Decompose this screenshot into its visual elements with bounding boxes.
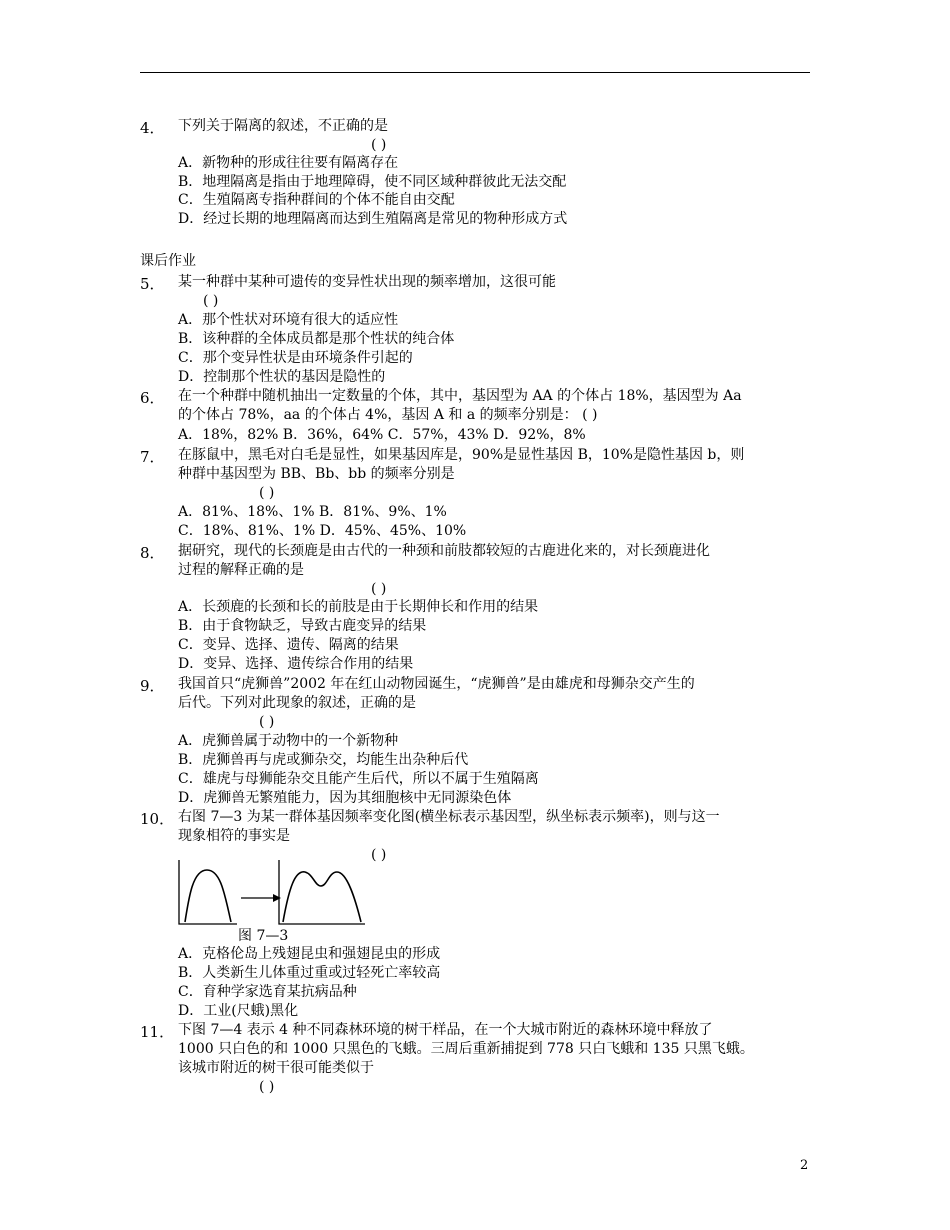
question-10-stem-line1: 右图 7—3 为某一群体基因频率变化图(横坐标表示基因型，纵坐标表示频率)，则与这一 bbox=[178, 809, 720, 825]
question-9-option-a: A．虎狮兽属于动物中的一个新物种 bbox=[178, 733, 399, 749]
question-11-stem-line2: 1000 只白色的和 1000 只黑色的飞蛾。三周后重新捕捉到 778 只白飞蛾和 135 只黑飞蛾。 bbox=[178, 1041, 754, 1057]
question-4-option-b: B．地理隔离是指由于地理障碍，使不同区域种群彼此无法交配 bbox=[178, 174, 567, 190]
figure-left-curve bbox=[185, 870, 231, 922]
question-9-number: 9． bbox=[140, 677, 165, 695]
question-5-stem: 某一种群中某种可遗传的变异性状出现的频率增加，这很可能 bbox=[178, 274, 556, 290]
question-5-option-c: C．那个变异性状是由环境条件引起的 bbox=[178, 350, 413, 366]
question-8-answer-blank: ( ) bbox=[371, 581, 387, 597]
question-11-stem-line1: 下图 7—4 表示 4 种不同森林环境的树干样品，在一个大城市附近的森林环境中释放了 bbox=[178, 1022, 713, 1038]
question-6-options: A．18%，82% B．36%，64% C．57%，43% D．92%，8% bbox=[178, 427, 586, 443]
page-number: 2 bbox=[800, 1158, 809, 1173]
question-9-answer-blank: ( ) bbox=[259, 714, 275, 730]
question-8-stem-line2: 过程的解释正确的是 bbox=[178, 562, 304, 578]
question-5-answer-blank: ( ) bbox=[203, 293, 219, 309]
question-9-option-b: B．虎狮兽再与虎或狮杂交，均能生出杂种后代 bbox=[178, 752, 469, 768]
question-8-stem-line1: 据研究，现代的长颈鹿是由古代的一种颈和前肢都较短的古鹿进化来的，对长颈鹿进化 bbox=[178, 543, 710, 559]
question-8-option-d: D．变异、选择、遗传综合作用的结果 bbox=[178, 656, 414, 672]
question-8-option-b: B．由于食物缺乏，导致古鹿变异的结果 bbox=[178, 618, 427, 634]
question-10-answer-blank: ( ) bbox=[371, 847, 387, 863]
question-4-answer-blank: ( ) bbox=[371, 137, 387, 153]
question-9-option-c: C．雄虎与母狮能杂交且能产生后代，所以不属于生殖隔离 bbox=[178, 771, 539, 787]
question-7-stem-line1: 在豚鼠中，黑毛对白毛是显性，如果基因库是，90%是显性基因 B，10%是隐性基因 b，则 bbox=[178, 447, 745, 463]
question-10-number: 10． bbox=[140, 810, 175, 828]
question-5-option-d: D．控制那个性状的基因是隐性的 bbox=[178, 369, 386, 385]
question-7-stem-line2: 种群中基因型为 BB、Bb、bb 的频率分别是 bbox=[178, 466, 455, 482]
question-7-options-row2: C．18%、81%、1% D．45%、45%、10% bbox=[178, 523, 467, 539]
figure-right-curve bbox=[283, 872, 361, 922]
question-4-number: 4． bbox=[140, 119, 165, 137]
question-11-number: 11． bbox=[140, 1023, 175, 1041]
question-10-option-a: A．克格伦岛上残翅昆虫和强翅昆虫的形成 bbox=[178, 946, 441, 962]
section-title: 课后作业 bbox=[140, 253, 196, 269]
question-9-stem-line1: 我国首只“虎狮兽”2002 年在红山动物园诞生，“虎狮兽”是由雄虎和母狮杂交产生的 bbox=[178, 676, 695, 692]
question-10-option-b: B．人类新生儿体重过重或过轻死亡率较高 bbox=[178, 965, 441, 981]
question-6-stem-line1: 在一个种群中随机抽出一定数量的个体，其中，基因型为 AA 的个体占 18%，基因型为 Aa bbox=[178, 388, 742, 404]
question-6-stem-line2: 的个体占 78%，aa 的个体占 4%，基因 A 和 a 的频率分别是： ( ) bbox=[178, 407, 598, 423]
question-11-answer-blank: ( ) bbox=[259, 1079, 275, 1095]
question-4-stem: 下列关于隔离的叙述，不正确的是 bbox=[178, 118, 388, 134]
question-10-stem-line2: 现象相符的事实是 bbox=[178, 828, 290, 844]
question-4-option-a: A．新物种的形成往往要有隔离存在 bbox=[178, 155, 399, 171]
question-8-number: 8． bbox=[140, 544, 165, 562]
question-4-option-d: D．经过长期的地理隔离而达到生殖隔离是常见的物种形成方式 bbox=[178, 211, 568, 227]
question-7-options-row1: A．81%、18%、1% B．81%、9%、1% bbox=[178, 504, 447, 520]
question-5-option-a: A．那个性状对环境有很大的适应性 bbox=[178, 312, 399, 328]
question-9-stem-line2: 后代。下列对此现象的叙述，正确的是 bbox=[178, 695, 416, 711]
question-10-option-c: C．育种学家选育某抗病品种 bbox=[178, 984, 357, 1000]
figure-caption: 图 7—3 bbox=[238, 928, 289, 944]
question-5-number: 5． bbox=[140, 275, 165, 293]
question-7-answer-blank: ( ) bbox=[259, 485, 275, 501]
question-8-option-a: A．长颈鹿的长颈和长的前肢是由于长期伸长和作用的结果 bbox=[178, 599, 539, 615]
question-10-option-d: D．工业(尺蛾)黑化 bbox=[178, 1003, 299, 1019]
question-7-number: 7． bbox=[140, 448, 165, 466]
question-8-option-c: C．变异、选择、遗传、隔离的结果 bbox=[178, 637, 399, 653]
question-9-option-d: D．虎狮兽无繁殖能力，因为其细胞核中无同源染色体 bbox=[178, 790, 512, 806]
question-6-number: 6． bbox=[140, 389, 165, 407]
question-4-option-c: C．生殖隔离专指种群间的个体不能自由交配 bbox=[178, 192, 455, 208]
question-5-option-b: B．该种群的全体成员都是那个性状的纯合体 bbox=[178, 331, 455, 347]
figure-arrow-head bbox=[273, 894, 281, 902]
header-rule bbox=[140, 72, 810, 73]
question-11-stem-line3: 该城市附近的树干很可能类似于 bbox=[178, 1060, 374, 1076]
gene-frequency-figure bbox=[175, 858, 375, 928]
